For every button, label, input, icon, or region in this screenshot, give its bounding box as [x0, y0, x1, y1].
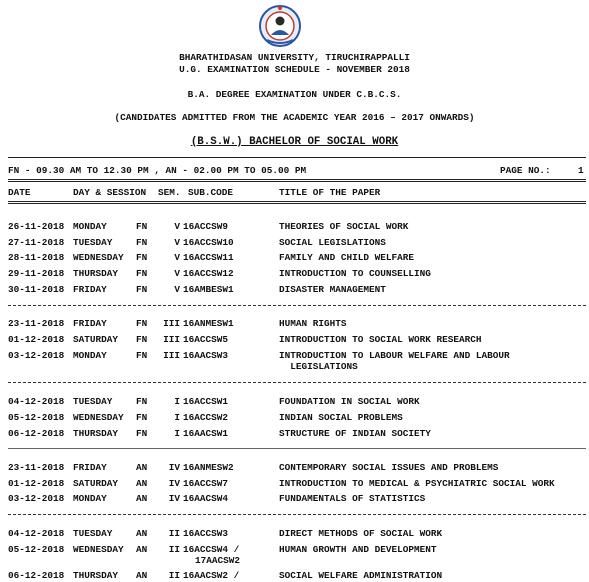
exam-sub-code: 16AACSW4 [183, 493, 229, 504]
exam-title: INTRODUCTION TO COUNSELLING [279, 268, 431, 279]
exam-day: THURSDAY [73, 570, 119, 581]
exam-title: STRUCTURE OF INDIAN SOCIETY [279, 428, 431, 439]
exam-sub-code: 16ACCSW10 [183, 237, 234, 248]
exam-sem: IV [168, 462, 180, 473]
exam-sem: I [174, 396, 180, 407]
exam-title: INTRODUCTION TO LABOUR WELFARE AND LABOUR [279, 350, 510, 361]
exam-day: MONDAY [73, 221, 107, 232]
exam-session: FN [136, 318, 148, 329]
exam-sub-code: 16ACCSW9 [183, 221, 229, 232]
exam-sub-code: 16AMBESW1 [183, 284, 234, 295]
table-row [0, 570, 589, 582]
exam-sem: V [174, 284, 180, 295]
exam-sem: IV [168, 493, 180, 504]
exam-title: DISASTER MANAGEMENT [279, 284, 386, 295]
exam-day: FRIDAY [73, 462, 107, 473]
exam-sub-code: 16ANMESW2 [183, 462, 234, 473]
exam-date: 23-11-2018 [8, 318, 65, 329]
exam-day: SATURDAY [73, 478, 119, 489]
exam-title: INTRODUCTION TO MEDICAL & PSYCHIATRIC SOCIAL WORK [279, 478, 555, 489]
exam-sub-code: 16ACCSW2 [183, 412, 229, 423]
exam-date: 29-11-2018 [8, 268, 65, 279]
exam-sub-code: 16ACCSW12 [183, 268, 234, 279]
exam-day: MONDAY [73, 350, 107, 361]
exam-session: FN [136, 412, 148, 423]
exam-sem: V [174, 252, 180, 263]
exam-date: 28-11-2018 [8, 252, 65, 263]
exam-session: AN [136, 478, 148, 489]
exam-title: INDIAN SOCIAL PROBLEMS [279, 412, 403, 423]
exam-date: 27-11-2018 [8, 237, 65, 248]
divider [8, 514, 586, 515]
exam-sem: II [168, 528, 180, 539]
divider [8, 179, 586, 182]
exam-session: FN [136, 350, 148, 361]
table-row [0, 396, 589, 408]
exam-session: AN [136, 528, 148, 539]
course-title: (B.S.W.) BACHELOR OF SOCIAL WORK [190, 136, 399, 148]
exam-title: SOCIAL WELFARE ADMINISTRATION [279, 570, 443, 581]
exam-date: 03-12-2018 [8, 350, 65, 361]
exam-session: FN [136, 396, 148, 407]
exam-day: THURSDAY [73, 428, 119, 439]
exam-date: 01-12-2018 [8, 334, 65, 345]
exam-sem: I [174, 412, 180, 423]
candidates-note: (CANDIDATES ADMITTED FROM THE ACADEMIC YEAR 2016 – 2017 ONWARDS) [114, 112, 475, 123]
col-sub-code: SUB.CODE [188, 187, 234, 198]
divider [8, 382, 586, 383]
table-row [0, 252, 589, 264]
exam-title: THEORIES OF SOCIAL WORK [279, 221, 409, 232]
exam-session: FN [136, 428, 148, 439]
table-row [0, 544, 589, 568]
university-name: BHARATHIDASAN UNIVERSITY, TIRUCHIRAPPALLI [179, 52, 410, 63]
divider [8, 201, 586, 204]
exam-sem: V [174, 221, 180, 232]
exam-session: FN [136, 268, 148, 279]
exam-date: 05-12-2018 [8, 544, 65, 555]
table-row [0, 221, 589, 233]
exam-session: FN [136, 237, 148, 248]
exam-session: FN [136, 284, 148, 295]
exam-date: 04-12-2018 [8, 396, 65, 407]
exam-day: WEDNESDAY [73, 252, 124, 263]
exam-sub-code: 16ANMESW1 [183, 318, 234, 329]
table-row [0, 493, 589, 505]
exam-sub-code: 16ACCSW5 [183, 334, 229, 345]
exam-sub-code: 16ACCSW3 [183, 528, 229, 539]
table-row [0, 412, 589, 424]
exam-date: 06-12-2018 [8, 428, 65, 439]
exam-day: TUESDAY [73, 237, 113, 248]
exam-session: AN [136, 462, 148, 473]
exam-day: WEDNESDAY [73, 544, 124, 555]
exam-date: 06-12-2018 [8, 570, 65, 581]
exam-date: 30-11-2018 [8, 284, 65, 295]
exam-sem: IV [168, 478, 180, 489]
exam-date: 23-11-2018 [8, 462, 65, 473]
exam-day: MONDAY [73, 493, 107, 504]
exam-date: 26-11-2018 [8, 221, 65, 232]
university-logo [258, 4, 302, 48]
table-row [0, 462, 589, 474]
exam-sem: V [174, 237, 180, 248]
exam-date: 03-12-2018 [8, 493, 65, 504]
degree-title: B.A. DEGREE EXAMINATION UNDER C.B.C.S. [187, 89, 402, 100]
exam-date: 01-12-2018 [8, 478, 65, 489]
table-row [0, 237, 589, 249]
exam-sem: III [163, 318, 180, 329]
exam-sub-code: 16ACCSW1 [183, 396, 229, 407]
exam-day: SATURDAY [73, 334, 119, 345]
exam-sub-code: 16ACCSW7 [183, 478, 229, 489]
exam-sub-code: 16ACCSW11 [183, 252, 234, 263]
exam-day: THURSDAY [73, 268, 119, 279]
exam-day: TUESDAY [73, 528, 113, 539]
exam-title: SOCIAL LEGISLATIONS [279, 237, 386, 248]
exam-sem: V [174, 268, 180, 279]
exam-title: FAMILY AND CHILD WELFARE [279, 252, 415, 263]
table-row [0, 334, 589, 346]
exam-date: 05-12-2018 [8, 412, 65, 423]
exam-session: FN [136, 221, 148, 232]
exam-day: TUESDAY [73, 396, 113, 407]
divider [8, 305, 586, 306]
exam-title: INTRODUCTION TO SOCIAL WORK RESEARCH [279, 334, 482, 345]
table-row [0, 284, 589, 296]
session-timing: FN - 09.30 AM TO 12.30 PM , AN - 02.00 PM TO 05.00 PM [8, 165, 307, 176]
exam-sem: II [168, 544, 180, 555]
exam-title: HUMAN GROWTH AND DEVELOPMENT [279, 544, 437, 555]
exam-sub-code-alt: 17AACSW2 [195, 555, 241, 566]
col-day-session: DAY & SESSION [73, 187, 147, 198]
exam-title-continued: LEGISLATIONS [279, 361, 358, 372]
exam-sem: III [163, 350, 180, 361]
table-row [0, 350, 589, 374]
table-row [0, 528, 589, 540]
exam-day: FRIDAY [73, 284, 107, 295]
table-row [0, 478, 589, 490]
exam-sub-code: 16ACCSW4 / [183, 544, 240, 555]
schedule-title: U.G. EXAMINATION SCHEDULE - NOVEMBER 2018 [179, 64, 410, 75]
divider [8, 157, 586, 158]
page-number: 1 [578, 165, 584, 176]
col-sem: SEM. [158, 187, 181, 198]
col-date: DATE [8, 187, 31, 198]
exam-title: CONTEMPORARY SOCIAL ISSUES AND PROBLEMS [279, 462, 499, 473]
exam-sem: I [174, 428, 180, 439]
exam-sub-code: 16AACSW1 [183, 428, 229, 439]
exam-session: AN [136, 570, 148, 581]
exam-session: AN [136, 493, 148, 504]
table-row [0, 318, 589, 330]
exam-title: FOUNDATION IN SOCIAL WORK [279, 396, 420, 407]
exam-session: FN [136, 334, 148, 345]
exam-session: FN [136, 252, 148, 263]
column-header-row [0, 187, 589, 199]
table-row [0, 268, 589, 280]
exam-day: FRIDAY [73, 318, 107, 329]
col-title: TITLE OF THE PAPER [279, 187, 381, 198]
exam-sub-code: 16AACSW3 [183, 350, 229, 361]
table-row [0, 428, 589, 440]
exam-date: 04-12-2018 [8, 528, 65, 539]
exam-session: AN [136, 544, 148, 555]
exam-title: HUMAN RIGHTS [279, 318, 347, 329]
divider [8, 448, 586, 449]
exam-day: WEDNESDAY [73, 412, 124, 423]
exam-sem: II [168, 570, 180, 581]
exam-title: FUNDAMENTALS OF STATISTICS [279, 493, 426, 504]
exam-title: DIRECT METHODS OF SOCIAL WORK [279, 528, 443, 539]
page-label: PAGE NO.: [500, 165, 551, 176]
exam-sem: III [163, 334, 180, 345]
exam-sub-code: 16AACSW2 / [183, 570, 240, 581]
